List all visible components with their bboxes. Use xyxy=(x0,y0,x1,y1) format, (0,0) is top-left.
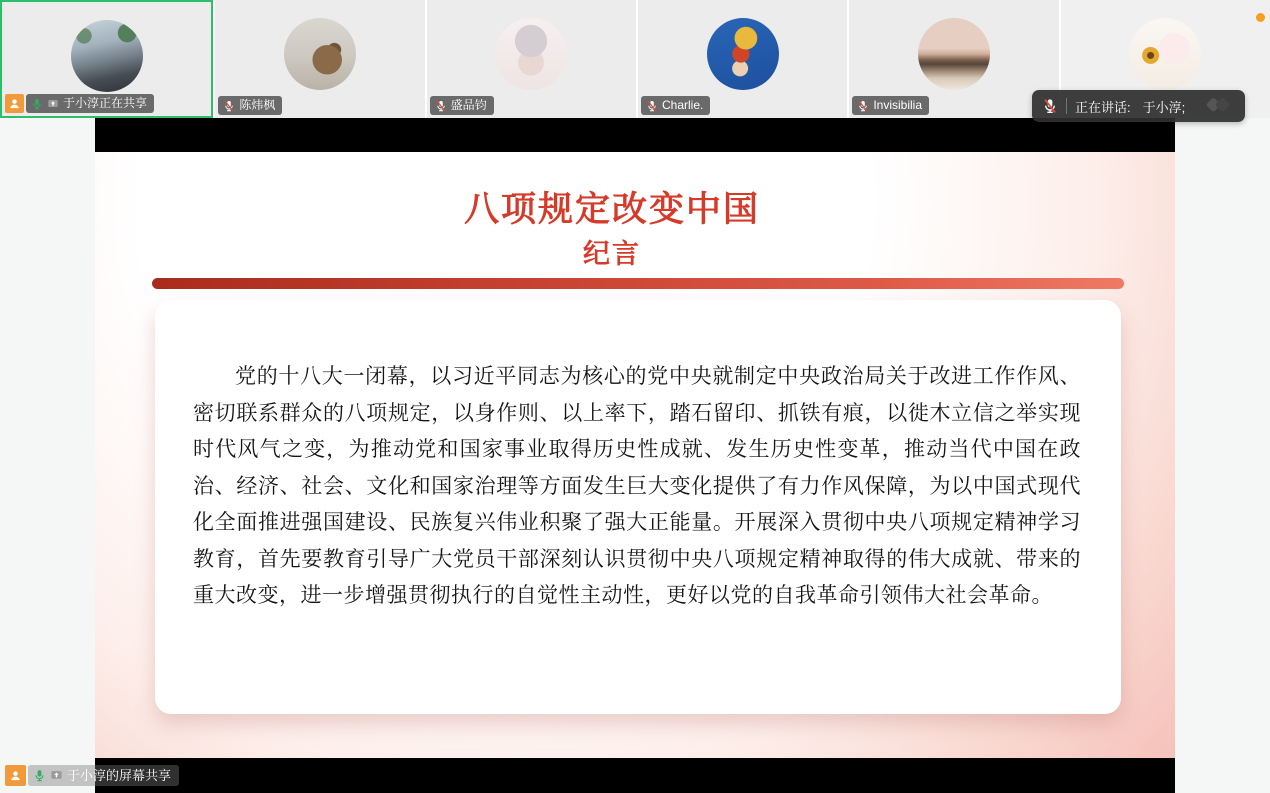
mic-on-icon xyxy=(33,769,46,782)
screen-share-icon xyxy=(47,98,59,110)
speaking-toast xyxy=(1032,90,1245,122)
screen-share-icon xyxy=(50,769,63,782)
video-tile-charlie[interactable] xyxy=(638,0,847,118)
video-tile-invisibilia[interactable] xyxy=(849,0,1058,118)
mic-muted-icon xyxy=(646,100,658,112)
share-banner xyxy=(5,765,179,786)
avatar xyxy=(707,18,779,90)
notification-dot xyxy=(1256,13,1265,22)
toast-divider xyxy=(1066,98,1067,114)
avatar xyxy=(495,18,567,90)
participant-name: Charlie. xyxy=(661,98,704,112)
slide-accent-bar xyxy=(152,278,1124,289)
host-badge xyxy=(5,94,24,113)
slide-title: 八项规定改变中国 xyxy=(463,190,760,229)
mic-muted-icon xyxy=(223,100,235,112)
mic-on-icon xyxy=(31,98,43,110)
video-tile-yuxiaochun[interactable] xyxy=(0,0,213,118)
avatar xyxy=(284,18,356,90)
tile-name-bar xyxy=(5,94,154,113)
slide-body-text: 党的十八大一闭幕，以习近平同志为核心的党中央就制定中央政治局关于改进工作作风、密切联系群众的八项规定，以身作则、以上率下，踏石留印、抓铁有痕，以徙木立信之举实现时代风气之变，为推动党和国家事业取得历史性成就、发生历史性变革，推动当代中国在政治、经济、社会、文化和国家治理等方面发生巨大变化提供了有力作风保障，为以中国式现代化全面推进强国建设、民族复兴伟业积聚了强大正能量。开展深入贯彻中央八项规定精神学习教育，首先要教育引导广大党员干部深刻认识贯彻中央八项规定精神取得的伟大成就、带来的重大改变，进一步增强贯彻执行的自觉性主动性，更好以党的自我革命引领伟大社会革命。 xyxy=(193,364,1081,607)
mic-muted-icon xyxy=(435,100,447,112)
speaking-name: 于小淳; xyxy=(1142,99,1186,115)
slide-subtitle: 纪言 xyxy=(583,239,641,269)
share-banner-text: 于小淳的屏幕共享 xyxy=(67,768,172,783)
video-tile-chenweifeng[interactable] xyxy=(215,0,424,118)
screen-share-view xyxy=(95,118,1175,793)
tile-name-bar xyxy=(852,96,929,115)
avatar xyxy=(71,20,143,92)
presentation-slide xyxy=(95,152,1175,758)
video-tile-shengpinjun[interactable] xyxy=(427,0,636,118)
tile-name-bar xyxy=(218,96,282,115)
mic-muted-icon xyxy=(857,100,869,112)
meeting-logo-icon xyxy=(1201,96,1235,116)
speaking-label: 正在讲话: xyxy=(1075,99,1131,115)
tile-name-bar xyxy=(641,96,710,115)
person-icon xyxy=(9,769,22,782)
participant-name: 陈炜枫 xyxy=(239,98,276,112)
participant-name: 盛品钧 xyxy=(450,98,487,112)
host-badge xyxy=(5,765,26,786)
tile-name-bar xyxy=(430,96,494,115)
avatar xyxy=(1129,18,1201,90)
avatar xyxy=(918,18,990,90)
participant-name: Invisibilia xyxy=(873,98,922,112)
person-icon xyxy=(8,97,21,110)
mic-muted-icon xyxy=(1042,98,1058,114)
participant-name: 于小淳正在共享 xyxy=(63,96,148,110)
